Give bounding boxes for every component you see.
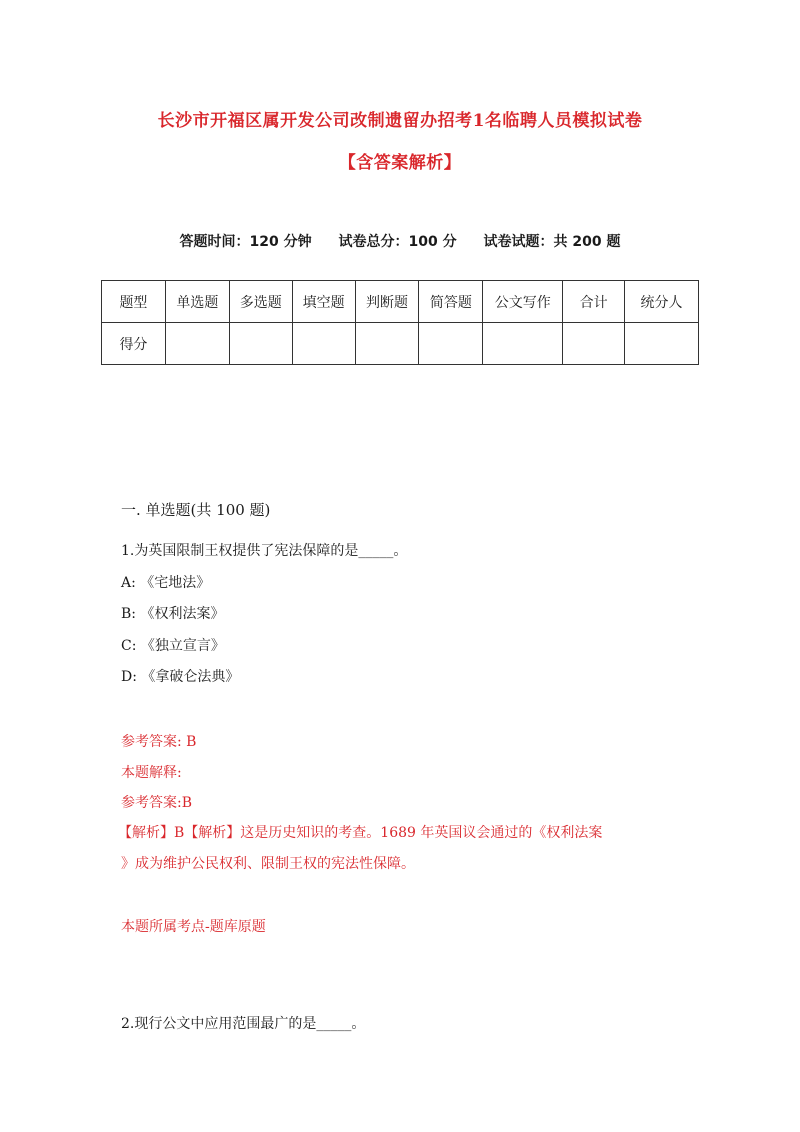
table-header-cell: 简答题 (419, 281, 483, 323)
question-2-stem: 2.现行公文中应用范围最广的是_____。 (121, 1016, 366, 1032)
exam-total-score: 试卷总分：100 分 (338, 234, 457, 250)
table-header-cell: 多选题 (229, 281, 292, 323)
score-cell (563, 323, 625, 365)
score-cell (355, 323, 419, 365)
question-1-option-a: A: 《宅地法》 (121, 575, 211, 591)
table-header-cell: 公文写作 (483, 281, 563, 323)
score-cell (483, 323, 563, 365)
score-row-label: 得分 (102, 323, 166, 365)
question-1-option-c: C: 《独立宣言》 (121, 638, 225, 654)
question-1-answer-repeat: 参考答案:B (121, 795, 193, 811)
question-1-analysis-line1: 【解析】B【解析】这是历史知识的考查。1689 年英国议会通过的《权利法案 (118, 825, 603, 841)
score-table-header-row (102, 281, 699, 323)
table-header-cell: 统分人 (625, 281, 699, 323)
exam-question-count: 试卷试题：共 200 题 (483, 234, 621, 250)
question-1-source: 本题所属考点-题库原题 (121, 919, 266, 935)
score-cell (229, 323, 292, 365)
question-1-option-b: B: 《权利法案》 (121, 606, 225, 622)
score-table-score-row (102, 323, 699, 365)
question-1-analysis-line2: 》成为维护公民权利、限制王权的宪法性保障。 (121, 856, 415, 872)
score-table (101, 280, 699, 365)
score-cell (292, 323, 355, 365)
question-1-answer: 参考答案: B (121, 734, 197, 750)
exam-meta (0, 231, 800, 251)
table-header-cell: 题型 (102, 281, 166, 323)
exam-title: 长沙市开福区属开发公司改制遗留办招考1名临聘人员模拟试卷 (157, 111, 643, 131)
score-cell (165, 323, 229, 365)
table-header-cell: 填空题 (292, 281, 355, 323)
question-1-option-d: D: 《拿破仑法典》 (121, 669, 240, 685)
exam-time: 答题时间：120 分钟 (179, 234, 312, 250)
section-title: 一. 单选题(共 100 题) (121, 501, 271, 519)
exam-subtitle: 【含答案解析】 (338, 153, 462, 173)
table-header-cell: 判断题 (355, 281, 419, 323)
score-cell (419, 323, 483, 365)
question-1-stem: 1.为英国限制王权提供了宪法保障的是_____。 (121, 543, 408, 559)
question-1-explain-label: 本题解释: (121, 765, 182, 781)
score-cell (625, 323, 699, 365)
table-header-cell: 合计 (563, 281, 625, 323)
table-header-cell: 单选题 (165, 281, 229, 323)
